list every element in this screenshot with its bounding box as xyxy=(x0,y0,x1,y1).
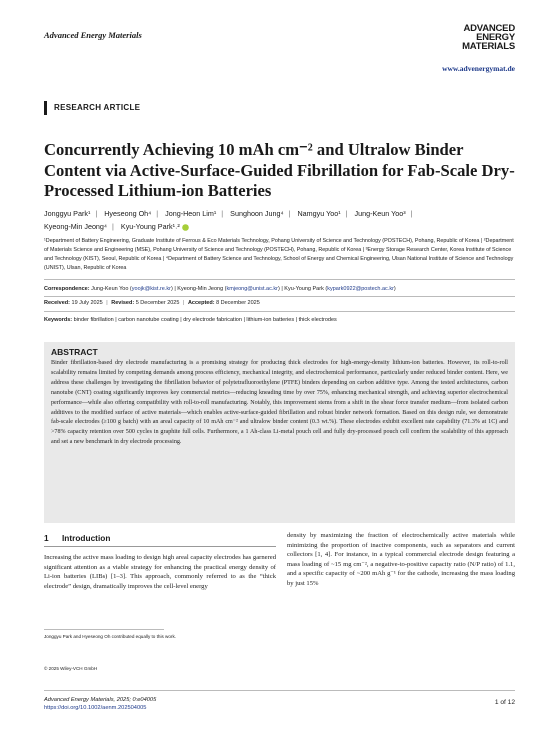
author-name[interactable]: Jung-Keun Yoo³ xyxy=(354,209,406,218)
keywords-text: binder fibrillation | carbon nanotube coating | dry electrode fabrication | lithium-ion batteries | thick electrodes xyxy=(73,317,337,323)
abstract-box xyxy=(44,342,515,523)
author-list: Jonggyu Park¹ | Hyeseong Oh⁴ | Jong-Heon Lim¹ | Sunghoon Jung⁴ | Namgyu Yoo¹ | Jung-Keun Yoo³ | Kyeong-Min Jeong⁴ | Kyu-Young Park¹˒² xyxy=(44,209,413,231)
correspondence xyxy=(44,285,515,294)
body-text-right: density by maximizing the fraction of electrochemically active materials while minimizing the proportion of inactive components, such as separators and current collectors [1, 4]. For instance, in a typical commercial electrode design featuring a mass loading of ~15 mg cm⁻², a negative-to-positive capacity ratio (N/P ratio) of 1.1, and a specific capacity of ~200 mAh g⁻¹ for the cathode, increasing the mass loading by just 15% xyxy=(287,532,515,587)
author-name[interactable]: Kyeong-Min Jeong⁴ xyxy=(44,222,108,231)
affiliations: ¹Department of Battery Engineering, Graduate Institute of Ferrous & Eco Materials Technology, Pohang University of Science and Technology (POSTECH), Pohang, Republic of Korea | ²Department of Materials Science and Engineering (MSE), Pohang University of Science and Technology (POSTECH), Pohang, Republic of Korea | ³Energy Storage Research Center, Korea Institute of Science and Technology (KIST), Seoul, Republic of Korea | ⁴Department of Battery Science and Technology, School of Energy and Chemical Engineering, Ulsan National Institute of Science and Technology (UNIST), Ulsan, Republic of Korea xyxy=(44,238,514,271)
email-link[interactable]: kmjeong@unist.ac.kr xyxy=(226,286,278,292)
journal-url-link[interactable]: www.advenergymat.de xyxy=(442,64,515,73)
abstract-text: Binder fibrillation-based dry electrode manufacturing is a promising strategy for producing thick electrodes for high-energy-density lithium-ion batteries. However, its roll-to-roll scalability remains limited by competing demands among process efficiency, mechanical integrity, and electrochemical performance, particularly under reduced binder content. Here, we address these challenges by investigating the fibrillation behavior of polytetrafluoroethylene (PTFE) binders depending on carbon additive type. Among the tested architectures, carbon nanotube (CNT) coating significantly improves key commercial metrics—reducing kneading time by over 75%, enhancing mechanical strength, and achieving superior electrochemical performance—while also offering compatibility with roll-to-roll manufacturing. Notably, this improvement stems from a shift in the shear force transfer medium—from isolated carbon additives to the modified surface of active materials—which enables active-surface-guided fibrillation and robust binder network formation. Based on this design rule, we demonstrate fab-scale electrodes (≥100 g batch) with an areal capacity of 10 mAh cm⁻² and ultralow binder content (0.3 wt.%). These electrodes exhibit excellent rate capability (71.3% at 1C) and >78% capacity retention over 500 cycles in graphite full cells. Furthermore, a 1 Ah-class Li-metal pouch cell and fully dry-processed pouch cell confirm the scalability of this approach and set a new benchmark in dry electrode processing. xyxy=(51,360,508,446)
logo-line: ADVANCED xyxy=(463,23,515,34)
body-text-left: Increasing the active mass loading to design high areal capacity electrodes has garnered significant attention as a viable strategy for enhancing the practical energy density of Li-ion batteries (LIBs) [1–3]. This approach, commonly referred to as the “thick electrode” design, dramatically improves the cell-level energy xyxy=(44,554,276,590)
accepted-label: Accepted: xyxy=(187,300,215,306)
doi-link[interactable]: https://doi.org/10.1002/aenm.202504005 xyxy=(44,705,147,711)
keywords xyxy=(44,316,515,325)
revised-label: Revised: xyxy=(111,300,135,306)
keywords-label: Keywords: xyxy=(44,317,73,323)
abstract-heading: ABSTRACT xyxy=(51,347,98,357)
orcid-icon[interactable] xyxy=(182,224,189,231)
page-number: 1 of 12 xyxy=(494,699,515,706)
journal-logo xyxy=(462,24,515,51)
logo-line: MATERIALS xyxy=(462,41,515,52)
footnote: Jonggyu Park and Hyeseong Oh contributed equally to this work. xyxy=(44,634,177,639)
article-dates: Received: 19 July 2025 | Revised: 5 December 2025 | Accepted: 8 December 2025 xyxy=(44,300,260,306)
divider xyxy=(44,296,515,297)
author-name[interactable]: Jonggyu Park¹ xyxy=(44,209,91,218)
journal-name: Advanced Energy Materials xyxy=(44,30,142,40)
author-name[interactable]: Kyu-Young Park¹˒² xyxy=(120,222,180,231)
accepted-date: 8 December 2025 xyxy=(216,300,260,306)
footer-divider xyxy=(44,690,515,691)
logo-line: ENERGY xyxy=(476,32,515,43)
section-title: Introduction xyxy=(62,533,111,543)
section-heading xyxy=(44,533,110,543)
divider xyxy=(44,279,515,280)
correspondence-end: ) xyxy=(393,286,396,292)
divider xyxy=(44,311,515,312)
citation-line: Advanced Energy Materials, 2025; 0:e04005 xyxy=(44,697,157,703)
copyright: © 2025 Wiley-VCH GmbH xyxy=(44,666,98,671)
article-type-label: RESEARCH ARTICLE xyxy=(44,101,140,115)
correspondence-name: ) | Kyeong-Min Jeong ( xyxy=(170,286,227,292)
section-number: 1 xyxy=(44,533,49,543)
received-label: Received: xyxy=(44,300,70,306)
revised-date: 5 December 2025 xyxy=(135,300,180,306)
section-divider xyxy=(44,546,276,547)
author-name[interactable]: Namgyu Yoo¹ xyxy=(297,209,341,218)
footnote-divider xyxy=(44,629,164,630)
article-title: Concurrently Achieving 10 mAh cm⁻² and Ultralow Binder Content via Active-Surface-Guided Fibrillation for Fab-Scale Dry-Processed Lithium-ion Batteries xyxy=(44,140,515,200)
correspondence-label: Correspondence: xyxy=(44,286,90,292)
received-date: 19 July 2025 xyxy=(71,300,103,306)
author-name[interactable]: Sunghoon Jung⁴ xyxy=(230,209,284,218)
author-name[interactable]: Hyeseong Oh⁴ xyxy=(104,209,152,218)
email-link[interactable]: kypark0922@postech.ac.kr xyxy=(327,286,394,292)
email-link[interactable]: yoojk@kist.re.kr xyxy=(131,286,171,292)
author-name[interactable]: Jong-Heon Lim¹ xyxy=(165,209,217,218)
correspondence-name: Jung-Keun Yoo ( xyxy=(91,286,132,292)
correspondence-name: ) | Kyu-Young Park ( xyxy=(277,286,328,292)
